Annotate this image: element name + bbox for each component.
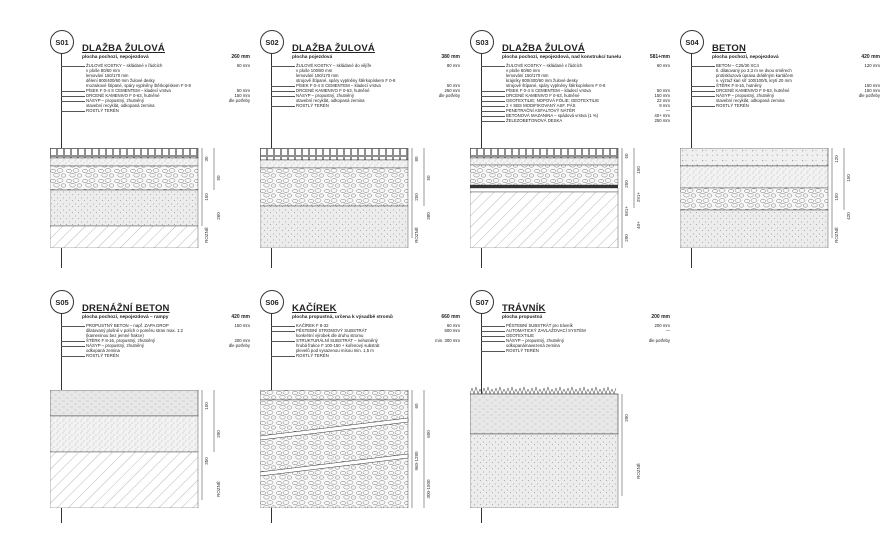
layer-thickness: dle potřeby [438,93,460,98]
section-panel-s01 [50,30,250,250]
layer-thickness: 22 mm [656,98,670,103]
dimension-label: 30 [204,156,209,162]
section-panel-s02 [260,30,460,250]
layer-description: AUTOMATICKÝ ZAVLAŽOVACÍ SYSTÉM [506,328,586,333]
layer-description: GEOTEXTILIE [506,333,535,338]
layer-thickness: — [665,108,670,113]
layer-description: DRCENÉ KAMENIVO F 0-63, hutněné [716,88,790,93]
layer-description: PENETRAČNÍ ASFALTOVÝ NÁTĚR [506,108,576,113]
layer-description: ŽULOVÉ KOSTKY – skládané do vějíře v ploše 100/80 mm lemování 150/170 mm strojově štípané, spáry vyplněny štěrkopískem F 0-8 [296,63,396,83]
layer-thickness: 60 mm [446,323,460,328]
layer-thickness: 250 mm [444,88,460,93]
layer-description: 2 × SBS MODIFIKOVANÝ ASF. PÁS [506,103,576,108]
layer-thickness: 200 mm [234,338,250,343]
layer-row [712,63,880,83]
layer-row [82,98,250,108]
layer-row [82,63,250,88]
layer-description: ROSTLÝ TERÉN [86,353,119,358]
dimension-label: 960-1280 [414,451,419,471]
section-title: TRÁVNÍK [502,303,546,314]
section-svg [50,390,226,508]
layer-thickness: 150 mm [654,93,670,98]
layer-thickness: dle potřeby [228,98,250,103]
section-panel-s07 [470,290,670,515]
layer-description: ROSTLÝ TERÉN [296,103,329,108]
layer-description: ŠTĚRK F 8-16, propustný, zhutněný [86,338,156,343]
dimension-label: 581+ [624,205,629,217]
dimension-label: 50 [624,153,629,159]
section-id-badge: S05 [50,290,74,314]
cross-section-drawing [470,148,646,248]
section-panel-s05 [50,290,250,515]
layer-thickness: — [665,328,670,333]
section-svg [50,148,226,248]
layer-thickness: 200 mm [654,323,670,328]
dimension-label: 380 [426,212,431,220]
cross-section-drawing [260,390,436,508]
layer-thickness: 600 mm [444,328,460,333]
layer-row [292,328,460,338]
layer-list [292,323,460,358]
dimension-label: 60 [414,403,419,409]
dimension-label: 350 [204,457,209,465]
layer-thickness: min. 300 mm [435,338,460,343]
dimension-label: 150 [846,174,851,182]
section-subtitle: plocha propustná [502,315,543,320]
dimension-label: 290 [624,234,629,242]
layer-thickness: 50 mm [446,83,460,88]
layer-description: ROSTLÝ TERÉN [86,108,119,113]
section-svg [470,386,646,508]
layer-row [292,353,460,358]
section-id-badge: S01 [50,30,74,54]
layer-description: NÁSYP – propustný, zhutněný stavební recyklát, odkopaná zemina [296,93,365,103]
section-svg [260,148,436,248]
dimension-label: 150 [636,166,641,174]
layer-row [502,338,670,348]
layer-thickness: 60 mm [236,63,250,68]
layer-list [712,63,880,108]
dimension-label: 291+ [636,191,641,203]
layer-description: ROSTLÝ TERÉN [716,103,749,108]
dimension-label: 250 [624,180,629,188]
layer-row [502,118,670,123]
section-title: KAČÍREK [292,303,337,314]
dimension-label: 150 [204,193,209,201]
section-svg [470,148,646,248]
dimension-label: 200 [624,414,629,422]
dimension-label: 200 [216,430,221,438]
layer-thickness: 150 mm [234,93,250,98]
layer-list [82,323,250,358]
layer-description: PROPUSTNÝ BETON – např. ZAPA DROP dilatovaný plošně v polích o poměru stran max. 1:2 (kameninou bez jemné frakce) [86,323,183,338]
section-title: DLAŽBA ŽULOVÁ [82,43,165,54]
layer-thickness: 60 mm [656,63,670,68]
section-subtitle: plocha pochozí, nepojezdová – rampy [82,315,169,320]
dimension-label: ROZNĚ [834,227,839,243]
cross-section-drawing [260,148,436,248]
section-title: BETON [712,43,747,54]
section-total-thickness: 260 mm [231,54,250,60]
layer-thickness: dle potřeby [228,343,250,348]
layer-thickness: 250 mm [654,118,670,123]
dimension-label: 600 [426,430,431,438]
layer-description: NÁSYP – propustný, zhutněný stavební recyklát, odkopaná zemina [86,98,155,108]
layer-row [502,63,670,88]
section-id-badge: S03 [470,30,494,54]
section-total-thickness: 660 mm [441,314,460,320]
section-total-thickness: 420 mm [861,54,880,60]
dimension-label: 250 [414,193,419,201]
layer-description: ROSTLÝ TERÉN [296,353,329,358]
layer-row [82,353,250,358]
layer-description: GEOTEXTILIE; NOPOVÁ FÓLIE; GEOTEXTILIE [506,98,600,103]
layer-row [292,93,460,103]
dimension-label: 150 [204,402,209,410]
layer-description: DRCENÉ KAMENIVO F 0-63, hutněné [86,93,160,98]
dimension-label: ROZNĚ [204,227,209,243]
dimension-label: ROZNĚ [414,227,419,243]
layer-description: STRUKTURÁLNÍ SUBSTRÁT – nehutněný hrubá frakce F 100-150 + kořenový substrát plevelů pod vysazenou mísou min. 1,5 m [296,338,380,353]
section-title: DLAŽBA ŽULOVÁ [502,43,585,54]
layer-row [82,108,250,113]
layer-row [712,93,880,103]
layer-description: ŽELEZOBETONOVÁ DESKA [506,118,563,123]
layer-thickness: 50 mm [236,88,250,93]
layer-thickness: dle potřeby [858,93,880,98]
section-total-thickness: 420 mm [231,314,250,320]
dimension-label: 40+ [636,221,641,229]
layer-description: BETON – C25/30 XC4 tl. dilatovaný po 3,3 m ve dvou směrech protiskluzová úprava drátěným kartáčem v. výztuž kari síť 100/100/5, krytí 20 mm [716,63,794,83]
layer-thickness: 150 mm [864,83,880,88]
layer-description: PÍSEK F 0-4 S CEMENTEM – kladecí vrstva [506,88,591,93]
section-id-badge: S04 [680,30,704,54]
section-total-thickness: 380 mm [441,54,460,60]
dimension-label: 120 [834,155,839,163]
layer-list [502,63,670,123]
layer-row [292,63,460,83]
cross-section-drawing [470,386,646,508]
layer-row [82,323,250,338]
cross-section-drawing [50,390,226,508]
layer-description: DRCENÉ KAMENIVO F 0-63, hutněné [506,93,580,98]
dimension-label: 300-1500 [426,479,431,499]
layer-thickness: 9 mm [659,103,670,108]
layer-description: ŽULOVÉ KOSTKY – skládané v řádcích v ploše 80/60 mm lemování 150/170 mm dělení 800/400/60 mm žulové desky mozaikové štípané, spáry vyplněny štěrkopískem F 0-8 [86,63,191,88]
layer-row [292,338,460,353]
layer-row [292,103,460,108]
layer-description: PĚSTEBNÍ STROMOVÝ SUBSTRÁT konkrétní výrobek dle druhu stromu [296,328,368,338]
section-panel-s06 [260,290,460,515]
section-id-badge: S06 [260,290,284,314]
layer-description: ŠTĚRK F 8-16, hutněný [716,83,762,88]
dimension-label: 260 [216,212,221,220]
cross-section-drawing [50,148,226,248]
dimension-label: ROZNĚ [636,463,641,479]
layer-thickness: 50 mm [656,88,670,93]
section-title: DRENÁŽNÍ BETON [82,303,170,314]
layer-thickness: 120 mm [864,63,880,68]
layer-description: BETONOVÁ MAZANINA – spádová vrstva (1 %) [506,113,599,118]
layer-description: ROSTLÝ TERÉN [506,348,539,353]
section-svg [680,148,856,248]
section-subtitle: plocha pochozí, nepojezdová [712,55,779,60]
dimension-label: 50 [426,175,431,181]
layer-description: PÍSEK F 0-4 S CEMENTEM – kladecí vrstva [296,83,381,88]
dimension-label: 80 [414,156,419,162]
layer-row [712,103,880,108]
section-total-thickness: 581+mm [649,54,670,60]
section-title: DLAŽBA ŽULOVÁ [292,43,375,54]
cross-section-drawing [680,148,856,248]
layer-description: NÁSYP – propustný, zhutněný stavební recyklát, odkopaná zemina [716,93,785,103]
section-panel-s04 [680,30,880,250]
dimension-label: 50 [216,175,221,181]
section-id-badge: S07 [470,290,494,314]
section-subtitle: plocha pochozí, nepojezdová [82,55,149,60]
layer-thickness: 150 mm [234,323,250,328]
section-svg [260,390,436,508]
dimension-label: ROZNĚ [216,481,221,497]
layer-thickness: 80 mm [446,63,460,68]
layer-list [292,63,460,108]
layer-list [502,323,670,353]
dimension-label: 150 [834,193,839,201]
layer-thickness: dle potřeby [648,338,670,343]
layer-description: PĚSTEBNÍ SUBSTRÁT pro trávník [506,323,573,328]
layer-description: ŽULOVÉ KOSTKY – skládané v řádcích v ploše 80/60 mm lemování 150/170 mm krajníky 800/400/60 mm žulové desky strojově štípané, spáry vyplněny štěrkopískem F 0-8 [506,63,606,88]
layer-row [82,343,250,353]
section-panel-s03 [470,30,670,250]
dimension-label: 420 [846,212,851,220]
section-subtitle: plocha pochozí, nepojezdová, nad konstrukcí tunelu [502,55,622,60]
layer-row [502,348,670,353]
layer-description: PÍSEK F 0-4 S CEMENTEM – kladecí vrstva [86,88,171,93]
layer-list [82,63,250,113]
layer-thickness: 40+ mm [654,113,670,118]
layer-description: NÁSYP – propustný, zhutněný odkopaná/navezená zemina [506,338,564,348]
layer-thickness: 150 mm [864,88,880,93]
layer-description: KAČÍREK F 8-32 [296,323,329,328]
section-subtitle: plocha propustná, určena k výsadbě stromů [292,315,393,320]
section-id-badge: S02 [260,30,284,54]
section-subtitle: plocha pojezdová [292,55,333,60]
layer-description: DRCENÉ KAMENIVO F 0-63, hutněné [296,88,370,93]
section-total-thickness: 200 mm [651,314,670,320]
layer-description: NÁSYP – propustný, zhutněný odkopaná zemina [86,343,144,353]
